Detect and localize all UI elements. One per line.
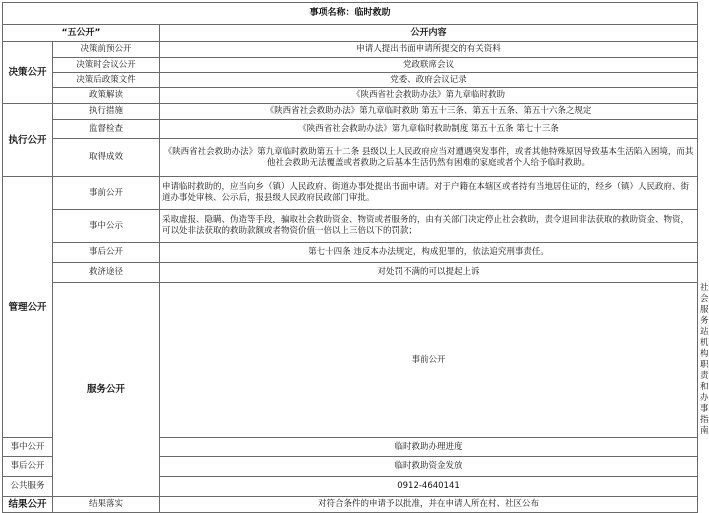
row-item: 事后公开 — [53, 243, 160, 263]
row-content: 采取虚报、隐瞒、伪造等手段，骗取社会救助资金、物资或者服务的，由有关部门决定停止社会救助，责令退回非法获取的救助资金、物资，可以处非法获取的救助款额或者物资价值一倍以上三倍以下的罚款； — [160, 210, 698, 243]
row-item: 救济途径 — [53, 263, 160, 283]
row-content: 《陕西省社会救助办法》第九章临时救助第五十二条 县级以上人民政府应当对遭遇突发事件，或者其他特殊原因导致基本生活陷入困境，而其他社会救助无法覆盖或者救助之后基本生活仍然有困难的家庭或者个人给予临时救助。 — [160, 139, 698, 177]
table-row — [3, 58, 698, 73]
category-result: 结果公开 — [3, 497, 53, 513]
row-item: 执行措施 — [53, 104, 160, 120]
table-row: 服务公开 事前公开 社会服务站机构职责和办事指南 — [3, 283, 698, 438]
category-management: 管理公开 — [3, 177, 53, 438]
row-item: 监督检查 — [53, 120, 160, 139]
row-content: 《陕西省社会救助办法》第九章临时救助制度 第五十五条 第七十三条 — [160, 120, 698, 139]
table-row — [3, 73, 698, 88]
row-content: 第七十四条 违反本办法规定，构成犯罪的，依法追究刑事责任。 — [160, 243, 698, 263]
row-content: 党政联席会议 — [160, 58, 698, 73]
category-execution: 执行公开 — [3, 104, 53, 177]
table-row — [3, 88, 698, 104]
row-item: 公共服务 — [3, 477, 53, 497]
table-row — [3, 42, 698, 58]
table-row — [3, 104, 698, 120]
row-item: 结果落实 — [53, 497, 160, 513]
row-content: 党委、政府会议记录 — [160, 73, 698, 88]
row-content: 对处罚不满的可以提起上诉 — [160, 263, 698, 283]
row-item: 事后公开 — [3, 457, 53, 477]
header-row — [3, 25, 698, 42]
table-row — [3, 177, 698, 210]
title-row — [3, 3, 698, 25]
row-item: 事前公开 — [160, 283, 698, 438]
header-content: 公开内容 — [160, 25, 698, 42]
row-content: 临时救助资金发放 — [160, 457, 698, 477]
row-item: 决策时会议公开 — [53, 58, 160, 73]
table-row — [3, 263, 698, 283]
row-item: 取得成效 — [53, 139, 160, 177]
category-decision: 决策公开 — [3, 42, 53, 104]
table-row — [3, 210, 698, 243]
category-service: 服务公开 — [53, 283, 160, 497]
row-content: 《陕西省社会救助办法》第九章临时救助 — [160, 88, 698, 104]
row-content: 0912-4640141 — [160, 477, 698, 497]
row-item: 事中公示 — [53, 210, 160, 243]
table-row — [3, 497, 698, 513]
table-row — [3, 243, 698, 263]
row-item: 决策后政策文件 — [53, 73, 160, 88]
table-row — [3, 120, 698, 139]
row-item: 事前公开 — [53, 177, 160, 210]
row-content: 申请人提出书面申请所提交的有关资料 — [160, 42, 698, 58]
disclosure-document — [2, 2, 709, 513]
row-content: 《陕西省社会救助办法》第九章临时救助 第五十三条、第五十五条、第五十六条之规定 — [160, 104, 698, 120]
row-item: 政策解读 — [53, 88, 160, 104]
row-item: 事中公开 — [3, 438, 53, 457]
row-content: 临时救助办理进度 — [160, 438, 698, 457]
row-content: 申请临时救助的，应当向乡（镇）人民政府、街道办事处提出书面申请。对于户籍在本辖区或者持有当地居住证的，经乡（镇）人民政府、街道办事处审核、公示后，报县级人民政府民政部门审批。 — [160, 177, 698, 210]
disclosure-table — [2, 2, 709, 513]
row-content: 对符合条件的申请予以批准，并在申请人所在村、社区公布 — [160, 497, 698, 513]
table-title: 事项名称：临时救助 — [3, 3, 698, 25]
table-row — [3, 139, 698, 177]
row-item: 决策前预公开 — [53, 42, 160, 58]
header-five-disclosures: “五公开” — [3, 25, 160, 42]
